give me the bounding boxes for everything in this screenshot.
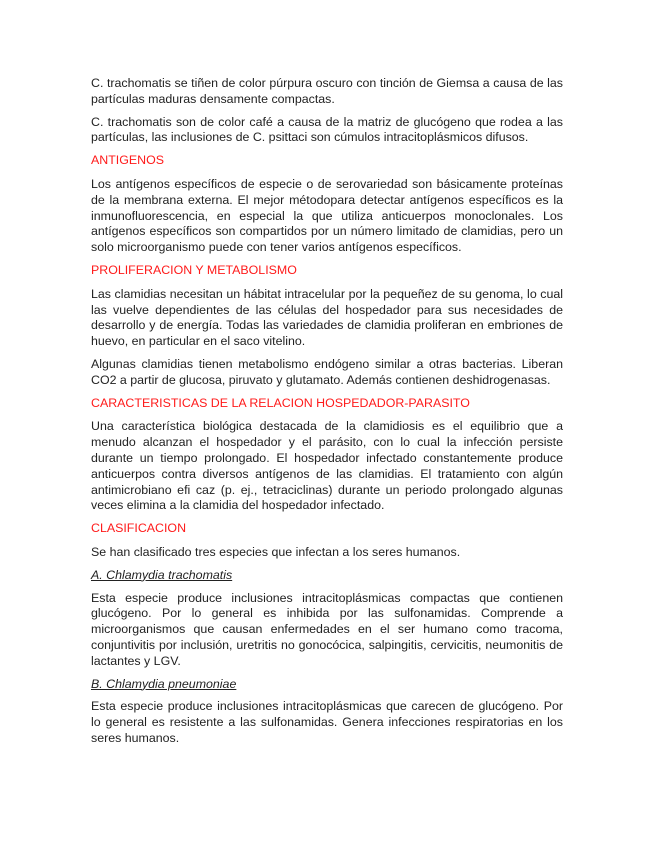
paragraph-proliferacion: Las clamidias necesitan un hábitat intracelular por la pequeñez de su genoma, lo cual las vuelve dependientes de las células del hospedador para sus necesidades de desarrollo y de energía. Todas las variedades de clamidia proliferan en embriones de huevo, en particular en el saco vitelino. [91, 286, 563, 349]
heading-antigenos: ANTIGENOS [91, 153, 164, 168]
paragraph-pneumoniae: Esta especie produce inclusiones intracitoplásmicas que carecen de glucógeno. Por lo general es resistente a las sulfonamidas. Genera infecciones respiratorias en los seres humanos. [91, 699, 563, 745]
subheading-chlamydia-pneumoniae: B. Chlamydia pneumoniae [91, 676, 237, 691]
subheading-chlamydia-trachomatis: A. Chlamydia trachomatis [91, 567, 233, 582]
paragraph-antigenos: Los antígenos específicos de especie o de serovariedad son básicamente proteínas de la membrana externa. El mejor métodopara detectar antígenos específicos es la inmunofluorescencia, en especial la que utiliza anticuerpos monoclonales. Los antígenos específicos son compartidos por un número limitado de clamidias, pero un solo microorganismo puede con tener varios antígenos específicos. [91, 176, 563, 255]
heading-caracteristicas: CARACTERISTICAS DE LA RELACION HOSPEDADOR-PARASITO [91, 395, 470, 410]
heading-proliferacion: PROLIFERACION Y METABOLISMO [91, 262, 297, 277]
paragraph-color-cafe: C. trachomatis son de color café a causa de la matriz de glucógeno que rodea a las partículas, las inclusiones de C. psittaci son cúmulos intracitoplásmicos difusos. [91, 114, 563, 145]
paragraph-trachomatis: Esta especie produce inclusiones intracitoplásmicas compactas que contienen glucógeno. Por lo general es inhibida por las sulfonamidas. Comprende a microorganismos que causan enfermedades en el ser humano como tracoma, conjuntivitis por inclusión, uretritis no gonocócica, salpingitis, cervicitis, neumonitis de lactantes y LGV. [91, 590, 563, 668]
paragraph-caracteristicas: Una característica biológica destacada de la clamidiosis es el equilibrio que a menudo alcanzan el hospedador y el parásito, con lo cual la infección persiste durante un tiempo prolongado. El hospedador infectado constantemente produce anticuerpos contra diversos antígenos de las clamidias. El tratamiento con algún antimicrobiano efi caz (p. ej., tetraciclinas) durante un periodo prolongado algunas veces elimina a la clamidia del hospedador infectado. [91, 419, 563, 513]
heading-clasificacion: CLASIFICACION [91, 521, 187, 536]
paragraph-clasificacion: Se han clasificado tres especies que infectan a los seres humanos. [91, 544, 461, 559]
paragraph-giemsa: C. trachomatis se tiñen de color púrpura oscuro con tinción de Giemsa a causa de las partículas maduras densamente compactas. [91, 76, 563, 106]
paragraph-metabolismo: Algunas clamidias tienen metabolismo endógeno similar a otras bacterias. Liberan CO2 a partir de glucosa, piruvato y glutamato. Además contienen deshidrogenasas. [91, 356, 563, 387]
